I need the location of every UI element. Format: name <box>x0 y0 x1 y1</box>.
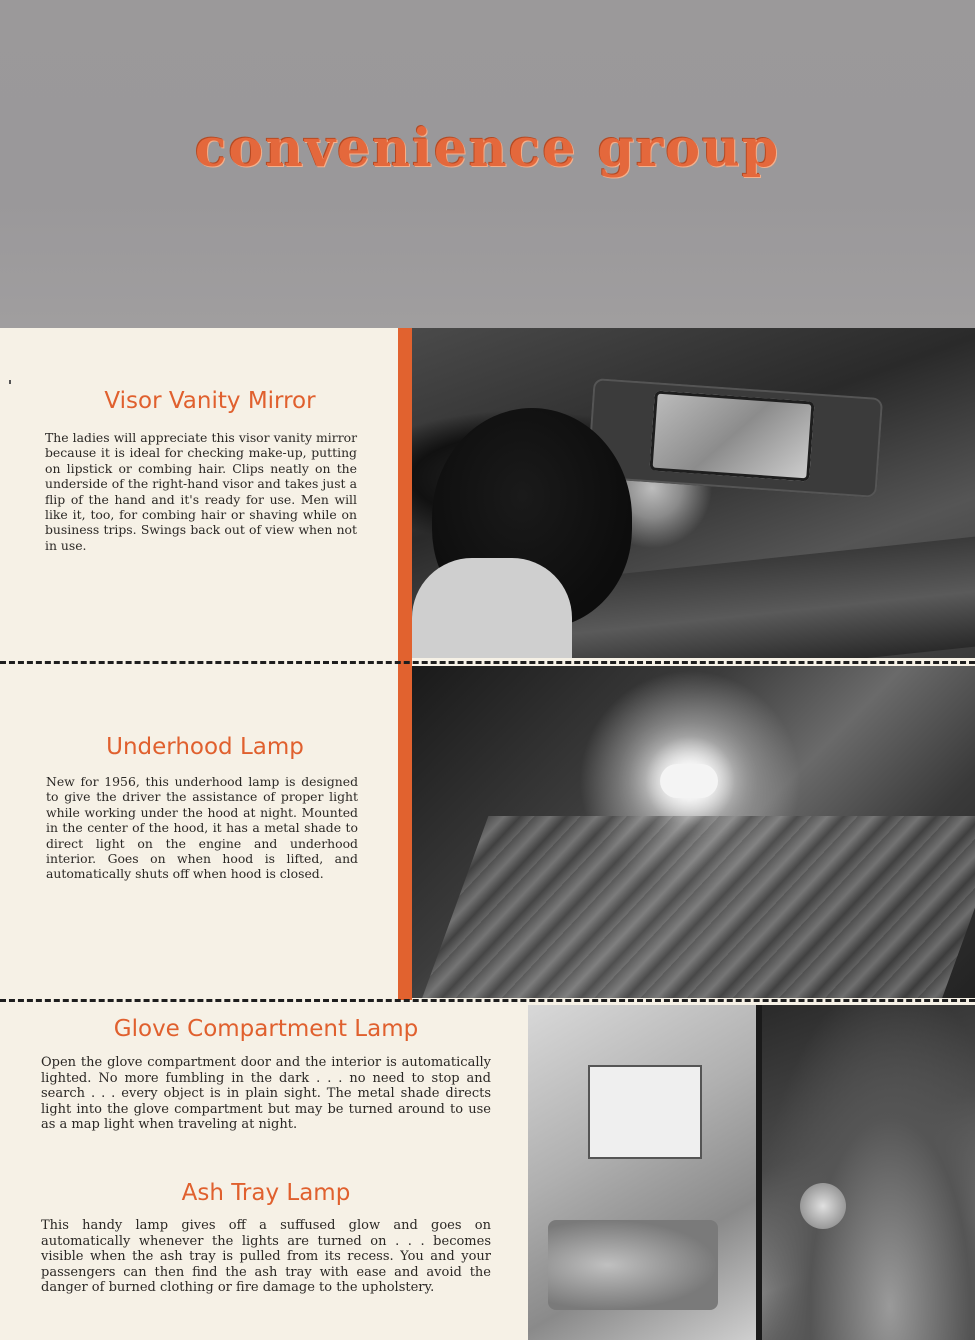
visor-mirror-text: The ladies will appreciate this visor vanity mirror because it is ideal for checking make-up, putting on lipstick or combing hair. Clips neatly on the underside of the right-hand visor and takes just a flip of the hand and it's ready for use. Men will like it, too, for combing hair or shaving while on business trips. Swings back out of view when not in use. <box>45 430 357 553</box>
underhood-lamp-text: New for 1956, this underhood lamp is designed to give the driver the assistance of proper light while working under the hood at night. Mounted in the center of the hood, it has a metal shade to direct light on the engine and underhood interior. Goes on when hood is lifted, and automatically shuts off when hood is closed. <box>46 774 358 882</box>
underhood-lamp-title: Underhood Lamp <box>106 734 304 760</box>
lamp-light <box>660 764 718 798</box>
glove-compartment <box>528 1005 762 1340</box>
page-title: convenience group <box>194 118 781 179</box>
mirror-glass <box>649 391 814 482</box>
vanity-mirror-photo <box>412 328 975 658</box>
divider-line <box>0 999 975 1002</box>
glove-ash-tray-photo <box>528 1005 975 1340</box>
underhood-lamp-photo <box>412 666 975 998</box>
ash-tray <box>548 1220 718 1310</box>
hood-panel <box>416 816 975 998</box>
accent-bar <box>398 328 412 1000</box>
glove-lamp-text: Open the glove compartment door and the interior is automatically lighted. No more fumbling in the dark . . . no need to stop and search . . . every object is in plain sight. The metal shade directs light into the glove compartment but may be turned around to use as a map light when traveling at night. <box>41 1055 491 1133</box>
header-banner <box>0 0 975 328</box>
page-mark <box>9 380 11 384</box>
glove-box-contents <box>588 1065 702 1159</box>
ash-tray-lamp-title: Ash Tray Lamp <box>181 1180 351 1206</box>
divider-line <box>0 661 975 664</box>
woman-shoulder <box>412 558 572 658</box>
visor-mirror-title: Visor Vanity Mirror <box>104 388 316 414</box>
glove-lamp-title: Glove Compartment Lamp <box>113 1016 419 1042</box>
knob <box>800 1183 846 1229</box>
ash-tray-lamp-text: This handy lamp gives off a suffused glow and goes on automatically whenever the lights are turned on . . . becomes visible when the ash tray is pulled from its recess. You and your passengers can then find the ash tray with ease and avoid the danger of burned clothing or fire damage to the upholstery. <box>41 1218 491 1296</box>
dash-panel <box>762 1005 975 1340</box>
